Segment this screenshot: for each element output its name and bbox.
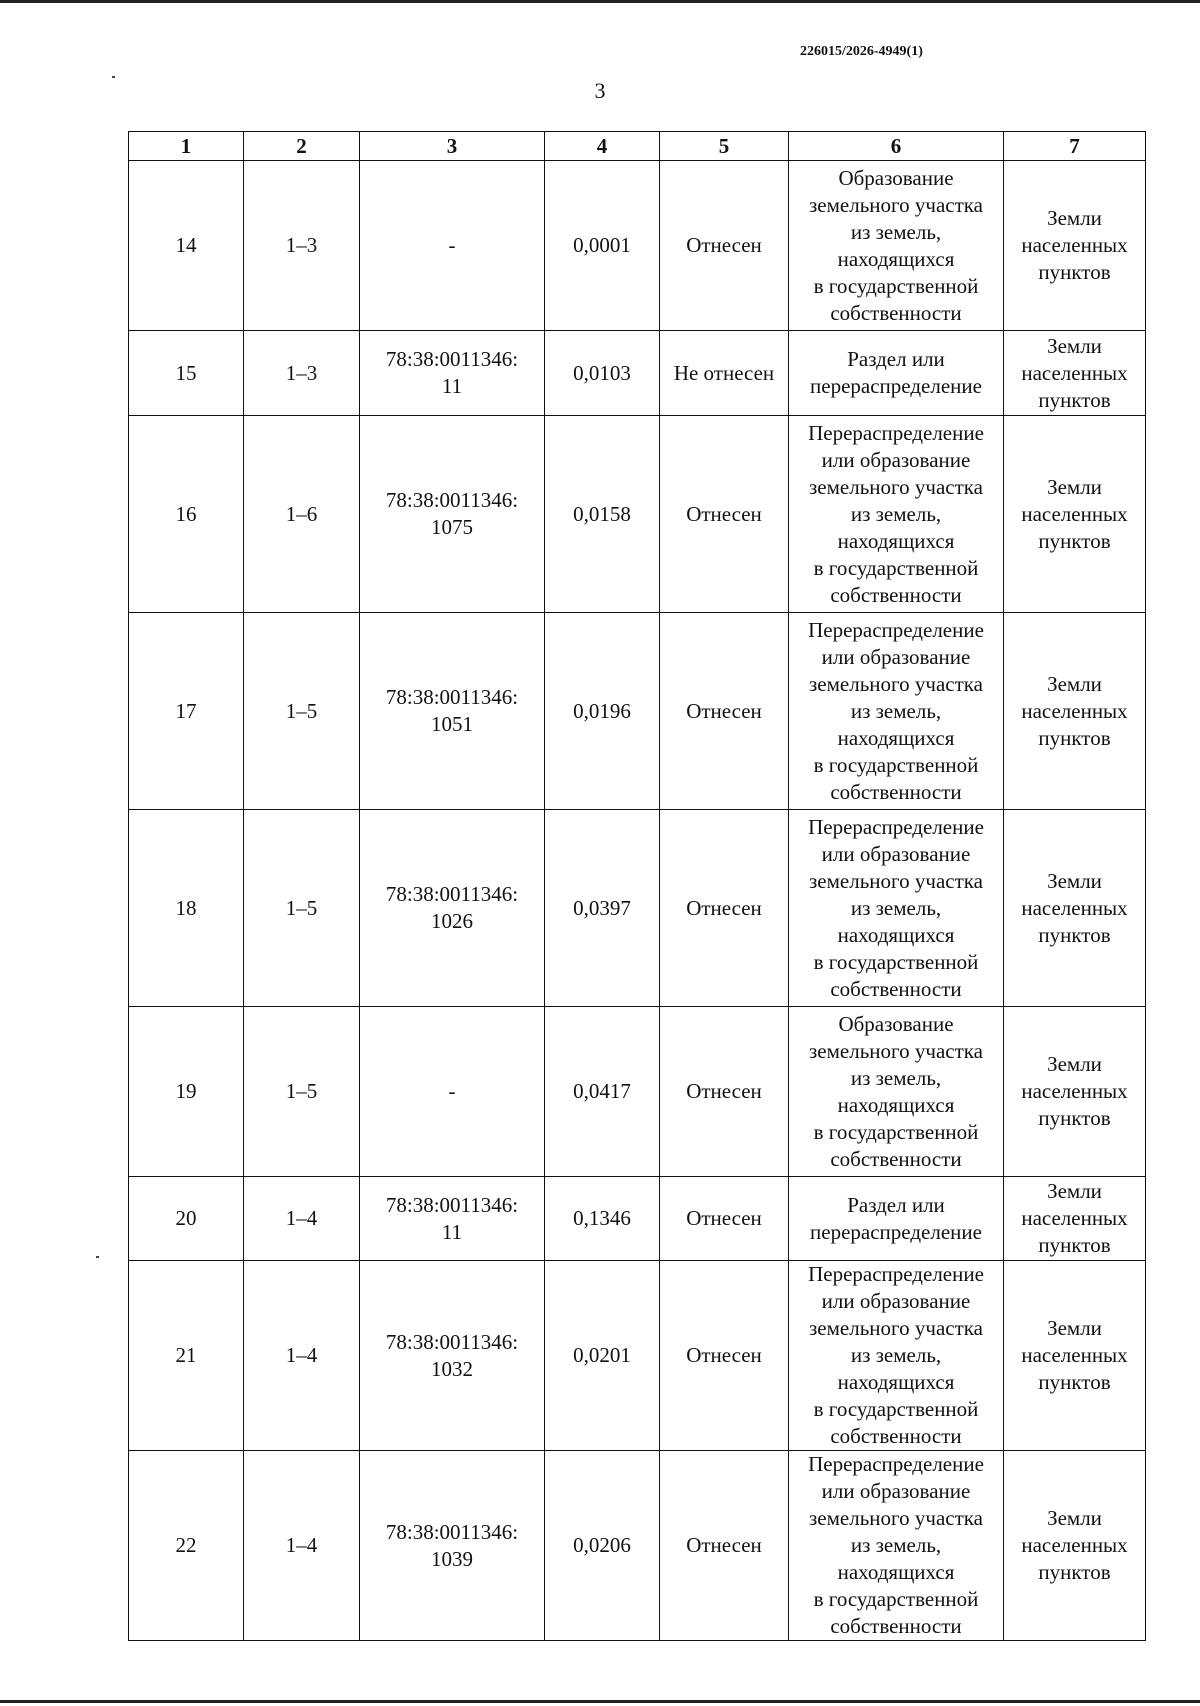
top-scan-edge (0, 0, 1200, 3)
area-value: 0,0196 (545, 613, 660, 810)
column-header: 4 (545, 132, 660, 161)
status-value: Отнесен (660, 1261, 789, 1451)
point-range: 1–3 (244, 331, 360, 416)
point-range: 1–4 (244, 1451, 360, 1641)
point-range: 1–5 (244, 1007, 360, 1177)
land-category: Земли населенных пунктов (1004, 810, 1146, 1007)
area-value: 0,0397 (545, 810, 660, 1007)
row-number: 19 (129, 1007, 244, 1177)
land-category: Земли населенных пунктов (1004, 613, 1146, 810)
cadastral-number: 78:38:0011346: 1032 (360, 1261, 545, 1451)
column-header: 3 (360, 132, 545, 161)
row-number: 20 (129, 1177, 244, 1261)
cadastral-number: 78:38:0011346: 11 (360, 1177, 545, 1261)
formation-method: Перераспределение или образование земельного участка из земель, находящихся в государственной собственности (789, 1451, 1004, 1641)
row-number: 21 (129, 1261, 244, 1451)
land-category: Земли населенных пунктов (1004, 1261, 1146, 1451)
cadastral-number: 78:38:0011346: 1051 (360, 613, 545, 810)
land-category: Земли населенных пунктов (1004, 331, 1146, 416)
row-number: 16 (129, 416, 244, 613)
table-row (129, 613, 1146, 810)
status-value: Отнесен (660, 1177, 789, 1261)
formation-method: Перераспределение или образование земельного участка из земель, находящихся в государственной собственности (789, 1261, 1004, 1451)
point-range: 1–4 (244, 1177, 360, 1261)
formation-method: Перераспределение или образование земельного участка из земель, находящихся в государственной собственности (789, 810, 1004, 1007)
row-number: 14 (129, 161, 244, 331)
area-value: 0,0206 (545, 1451, 660, 1641)
land-category: Земли населенных пунктов (1004, 1177, 1146, 1261)
table-row (129, 1007, 1146, 1177)
table-row (129, 1177, 1146, 1261)
page-number: 3 (594, 78, 606, 103)
table-row (129, 810, 1146, 1007)
area-value: 0,0103 (545, 331, 660, 416)
row-number: 22 (129, 1451, 244, 1641)
table-row (129, 161, 1146, 331)
status-value: Отнесен (660, 416, 789, 613)
formation-method: Раздел или перераспределение (789, 1177, 1004, 1261)
table-row (129, 1451, 1146, 1641)
area-value: 0,0001 (545, 161, 660, 331)
status-value: Отнесен (660, 1007, 789, 1177)
cadastral-number: 78:38:0011346: 1039 (360, 1451, 545, 1641)
formation-method: Перераспределение или образование земельного участка из земель, находящихся в государственной собственности (789, 613, 1004, 810)
table-row (129, 416, 1146, 613)
table-row (129, 1261, 1146, 1451)
area-value: 0,0417 (545, 1007, 660, 1177)
status-value: Отнесен (660, 161, 789, 331)
document-number: 226015/2026-4949(1) (800, 44, 923, 59)
column-header: 1 (129, 132, 244, 161)
formation-method: Образование земельного участка из земель, находящихся в государственной собственности (789, 161, 1004, 331)
row-number: 15 (129, 331, 244, 416)
point-range: 1–5 (244, 613, 360, 810)
land-category: Земли населенных пунктов (1004, 1451, 1146, 1641)
row-number: 17 (129, 613, 244, 810)
formation-method: Раздел или перераспределение (789, 331, 1004, 416)
land-category: Земли населенных пунктов (1004, 1007, 1146, 1177)
status-value: Отнесен (660, 810, 789, 1007)
row-number: 18 (129, 810, 244, 1007)
column-header: 7 (1004, 132, 1146, 161)
point-range: 1–3 (244, 161, 360, 331)
table-row (129, 331, 1146, 416)
cadastral-number: 78:38:0011346: 1026 (360, 810, 545, 1007)
formation-method: Перераспределение или образование земельного участка из земель, находящихся в государственной собственности (789, 416, 1004, 613)
point-range: 1–5 (244, 810, 360, 1007)
land-category: Земли населенных пунктов (1004, 416, 1146, 613)
column-header: 5 (660, 132, 789, 161)
point-range: 1–6 (244, 416, 360, 613)
cadastral-number: - (360, 161, 545, 331)
cadastral-number: - (360, 1007, 545, 1177)
table-header-row (129, 132, 1146, 161)
status-value: Отнесен (660, 1451, 789, 1641)
land-plots-table (128, 131, 1146, 1641)
formation-method: Образование земельного участка из земель, находящихся в государственной собственности (789, 1007, 1004, 1177)
status-value: Отнесен (660, 613, 789, 810)
cadastral-number: 78:38:0011346: 11 (360, 331, 545, 416)
area-value: 0,0201 (545, 1261, 660, 1451)
land-category: Земли населенных пунктов (1004, 161, 1146, 331)
column-header: 6 (789, 132, 1004, 161)
status-value: Не отнесен (660, 331, 789, 416)
cadastral-number: 78:38:0011346: 1075 (360, 416, 545, 613)
point-range: 1–4 (244, 1261, 360, 1451)
margin-mark (112, 76, 115, 78)
column-header: 2 (244, 132, 360, 161)
margin-mark (96, 1256, 99, 1258)
area-value: 0,0158 (545, 416, 660, 613)
bottom-scan-edge (0, 1700, 1200, 1703)
area-value: 0,1346 (545, 1177, 660, 1261)
